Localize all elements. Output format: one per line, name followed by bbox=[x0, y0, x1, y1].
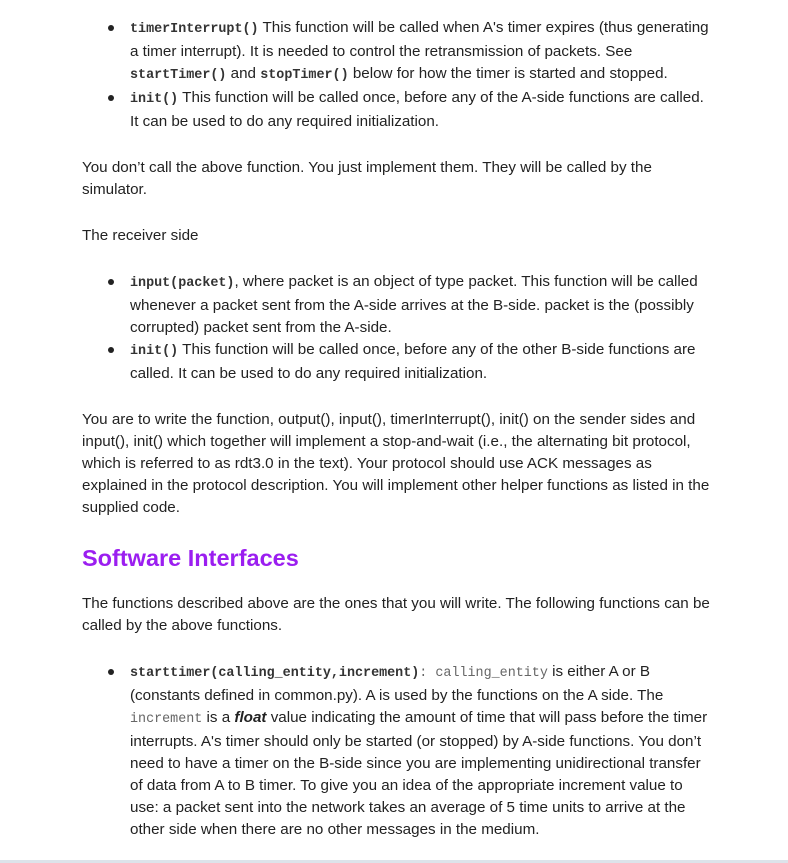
function-name-init: init() bbox=[130, 344, 179, 359]
function-name-init: init() bbox=[130, 92, 179, 107]
description-text: This function will be called once, before any of the other B-side functions are called. It can be used to do any required initialization. bbox=[130, 341, 696, 382]
emphasis-float: float bbox=[234, 709, 267, 726]
description-text: This function will be called when A's timer expires (thus generating a timer interrupt). It is needed to control the retransmission of packets. See bbox=[130, 19, 709, 60]
description-text: is a bbox=[202, 709, 235, 726]
paragraph-dont-call: You don’t call the above function. You just implement them. They will be called by the simulator. bbox=[82, 159, 652, 198]
list-item-input bbox=[82, 271, 712, 339]
function-name-timer-interrupt: timerInterrupt() bbox=[130, 22, 259, 37]
description-text: , where packet is an object of type packet. This function will be called whenever a packet sent from the A-side arrives at the B-side. packet is the (possibly corrupted) packet sent from the A-side. bbox=[130, 273, 698, 336]
receiver-side-heading: The receiver side bbox=[82, 227, 199, 244]
param-increment: increment bbox=[130, 712, 203, 727]
description-text: value indicating the amount of time that will pass before the timer interrupts. A's timer should only be started (or stopped) by A-side functions. You don’t need to have a timer on the B-side since you are implementing unidirectional transfer of data from A to B timer. To give you an idea of the appropriate increment value to use: a packet sent into the network takes an average of 5 time units to arrive at the other side when there are no other messages in the medium. bbox=[130, 709, 708, 838]
list-item-init-a bbox=[82, 87, 712, 133]
function-name-input: input(packet) bbox=[130, 276, 235, 291]
paragraph-write-functions: You are to write the function, output(), input(), timerInterrupt(), init() on the sender sides and input(), init() which together will implement a stop-and-wait (i.e., the alternating bit protocol, which is referred to as rdt3.0 in the text). Your protocol should use ACK messages as explained in the protocol description. You will implement other helper functions as listed in the supplied code. bbox=[82, 411, 710, 516]
function-name-stop-timer: stopTimer() bbox=[260, 68, 349, 83]
list-item-timer-interrupt bbox=[82, 17, 712, 87]
description-text: and bbox=[226, 65, 261, 82]
colon-text: : bbox=[419, 666, 428, 681]
sender-function-list bbox=[82, 17, 712, 133]
receiver-function-list bbox=[82, 271, 712, 385]
list-item-starttimer bbox=[82, 661, 712, 841]
description-text: below for how the timer is started and stopped. bbox=[348, 65, 668, 82]
paragraph-functions-described: The functions described above are the ones that you will write. The following functions can be called by the above functions. bbox=[82, 595, 710, 634]
description-text: This function will be called once, before any of the A-side functions are called. It can be used to do any required initialization. bbox=[130, 89, 704, 130]
list-item-init-b bbox=[82, 339, 712, 385]
param-calling-entity: calling_entity bbox=[427, 666, 548, 681]
function-name-start-timer: startTimer() bbox=[130, 68, 227, 83]
interface-function-list bbox=[82, 661, 712, 841]
section-heading-software-interfaces: Software Interfaces bbox=[82, 545, 299, 571]
description-text: is either A or B (constants defined in common.py). A is used by the functions on the A side. The bbox=[130, 663, 664, 704]
document-body bbox=[82, 17, 712, 841]
function-name-starttimer: starttimer(calling_entity,increment) bbox=[130, 666, 420, 681]
